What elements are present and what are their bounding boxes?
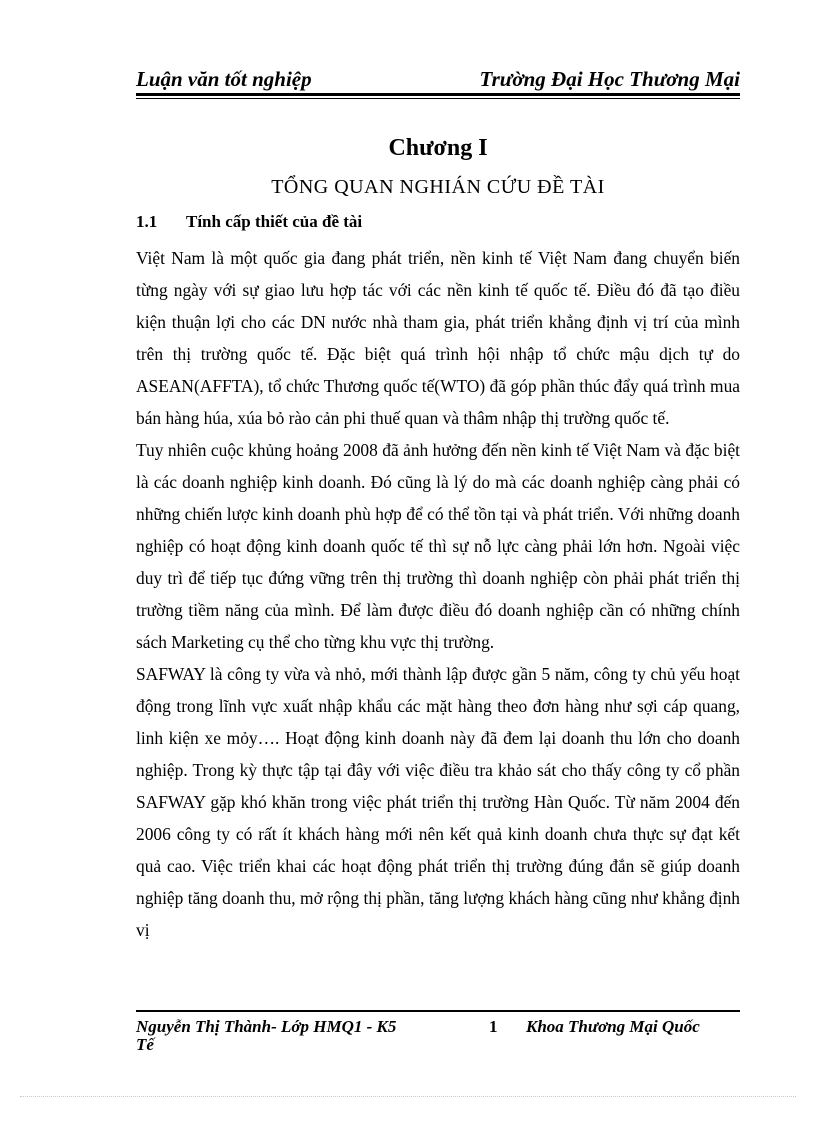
footer-page-number: 1	[489, 1017, 498, 1036]
chapter-subtitle: TỔNG QUAN NGHIÁN CỨU ĐỀ TÀI	[271, 176, 605, 198]
header-thesis-label: Luận văn tốt nghiệp	[136, 67, 312, 91]
section-title: Tính cấp thiết của đề tài	[186, 212, 363, 231]
page-header	[136, 66, 740, 92]
paragraph-1: Việt Nam là một quốc gia đang phát triển, nền kinh tế Việt Nam đang chuyển biến từng ngày với sự giao lưu hợp tác với các nền kinh tế quốc tế. Điều đó đã tạo điều kiện thuận lợi cho các DN nước nhà tham gia, phát triển khẳng định vị trí của mình trên thị trường quốc tế. Đặc biệt quá trình hội nhập tổ chức mậu dịch tự do ASEAN(AFFTA), tổ chức Thương quốc tế(WTO) đã góp phần thúc đẩy quá trình mua bán hàng húa, xúa bỏ rào cản phi thuế quan và thâm nhập thị trường quốc tế.	[136, 248, 740, 428]
paragraph-3: SAFWAY là công ty vừa và nhỏ, mới thành lập được gần 5 năm, công ty chủ yếu hoạt động trong lĩnh vực xuất nhập khẩu các mặt hàng theo đơn hàng như sợi cáp quang, linh kiện xe mỏy…. Hoạt động kinh doanh này đã đem lại doanh thu lớn cho doanh nghiệp. Trong kỳ thực tập tại đây với việc điều tra khảo sát cho thấy công ty cổ phần SAFWAY gặp khó khăn trong việc phát triển thị trường Hàn Quốc. Từ năm 2004 đến 2006 công ty có rất ít khách hàng mới nên kết quả kinh doanh chưa thực sự đạt kết quả cao. Việc triển khai các hoạt động phát triển thị trường đúng đắn sẽ giúp doanh nghiệp tăng doanh thu, mở rộng thị phần, tăng lượng khách hàng cũng như khẳng định vị	[136, 664, 740, 940]
footer-rule	[136, 1010, 740, 1012]
chapter-title: Chương I	[388, 135, 488, 161]
footer-faculty-wrap: Tế	[136, 1035, 154, 1054]
page-bottom-dotted-line	[20, 1096, 796, 1097]
header-rule-thin	[136, 98, 740, 99]
footer-author: Nguyễn Thị Thành- Lớp HMQ1 - K5	[136, 1017, 397, 1036]
body-text	[136, 242, 740, 946]
paragraph-2: Tuy nhiên cuộc khủng hoảng 2008 đã ảnh hưởng đến nền kinh tế Việt Nam và đặc biệt là các doanh nghiệp kinh doanh. Đó cũng là lý do mà các doanh nghiệp càng phải có những chiến lược kinh doanh phù hợp để có thể tồn tại và phát triển. Với những doanh nghiệp có hoạt động kinh doanh quốc tế thì sự nỗ lực càng phải lớn hơn. Ngoài việc duy trì để tiếp tục đứng vững trên thị trường thì doanh nghiệp còn phải phát triển thị trường tiềm năng của mình. Để làm được điều đó doanh nghiệp cần có những chính sách Marketing cụ thể cho từng khu vực thị trường.	[136, 440, 740, 652]
header-university-name: Trường Đại Học Thương Mại	[479, 67, 740, 91]
section-heading	[136, 210, 362, 234]
footer-faculty: Khoa Thương Mại Quốc	[526, 1017, 700, 1036]
section-number: 1.1	[136, 212, 158, 231]
header-rule-thick	[136, 93, 740, 96]
